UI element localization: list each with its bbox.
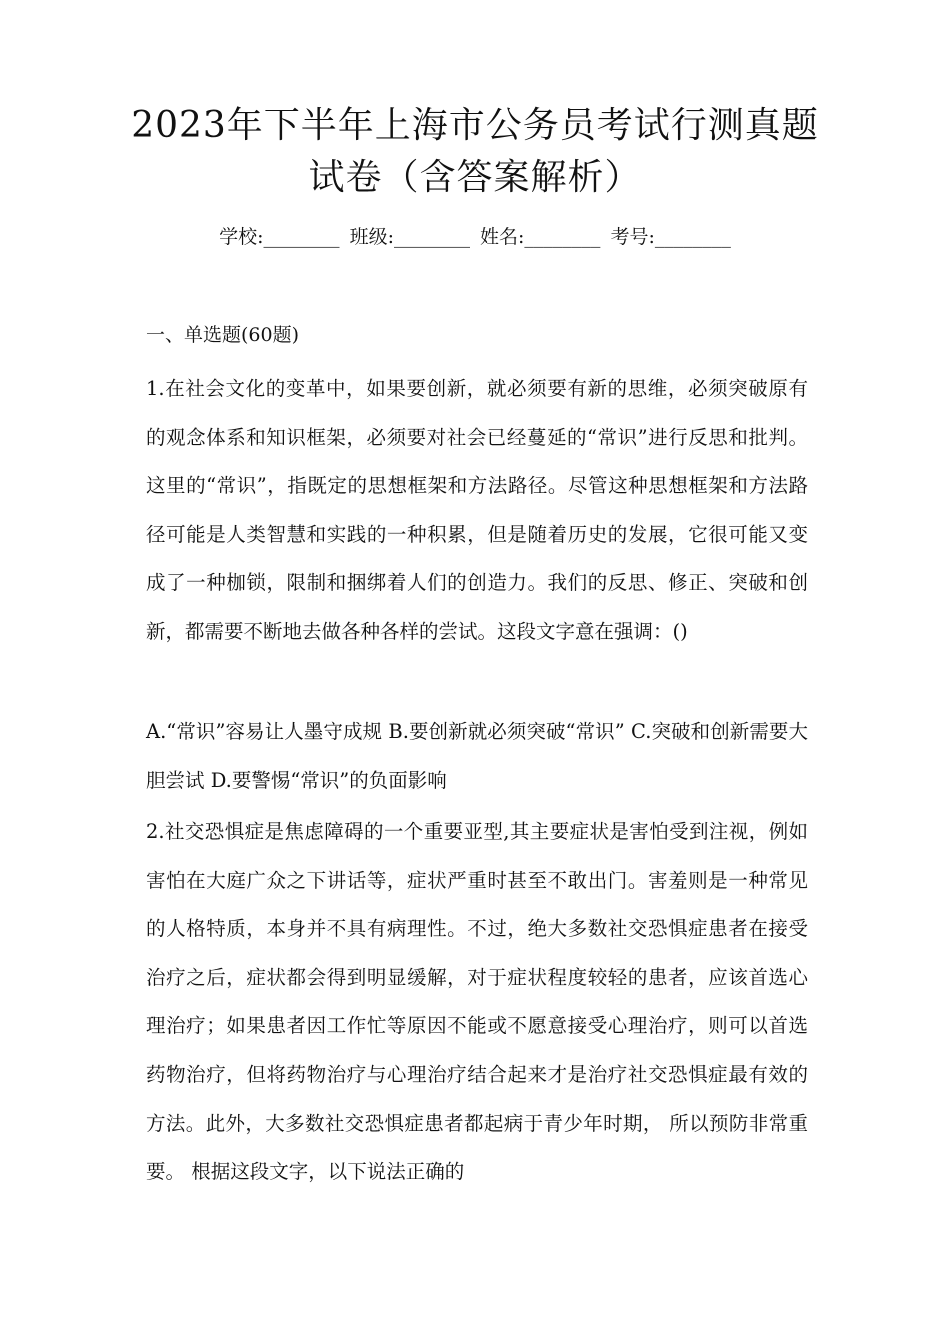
exam-number-field: 考号:________ [610,226,731,248]
document-title-line1: 2023年下半年上海市公务员考试行测真题 [131,105,819,146]
question-2-text: 2.社交恐惧症是焦虑障碍的一个重要亚型,其主要症状是害怕受到注视，例如害怕在大庭广众之下讲话等，症状严重时甚至不敢出门。害羞则是一种常见的人格特质，本身并不具有病理性。不过，绝大多数社交恐惧症患者在接受治疗之后，症状都会得到明显缓解，对于症状程度较轻的患者，应该首选心理治疗；如果患者因工作忙等原因不能或不愿意接受心理治疗，则可以首选药物治疗，但将药物治疗与心理治疗结合起来才是治疗社交恐惧症最有效的方法。此外，大多数社交恐惧症患者都起病于青少年时期， 所以预防非常重要。 根据这段文字，以下说法正确的 [146,820,808,1184]
student-info-line [0,222,950,252]
class-field: 班级:________ [349,226,470,248]
question-1-options: A.“常识”容易让人墨守成规 B.要创新就必须突破“常识” C.突破和创新需要大胆尝试 D.要警惕“常识”的负面影响 [146,720,808,792]
document-title-line2: 试卷（含答案解析） [308,157,642,198]
school-field: 学校:________ [219,226,340,248]
name-field: 姓名:________ [480,226,601,248]
question-1-text: 1.在社会文化的变革中，如果要创新，就必须要有新的思维，必须突破原有的观念体系和知识框架，必须要对社会已经蔓延的“常识”进行反思和批判。这里的“常识”，指既定的思想框架和方法路径。尽管这种思想框架和方法路径可能是人类智慧和实践的一种积累，但是随着历史的发展，它很可能又变成了一种枷锁，限制和捆绑着人们的创造力。我们的反思、修正、突破和创新，都需要不断地去做各种各样的尝试。这段文字意在强调：() [146,377,808,643]
section-heading: 一、单选题(60题) [146,324,300,346]
